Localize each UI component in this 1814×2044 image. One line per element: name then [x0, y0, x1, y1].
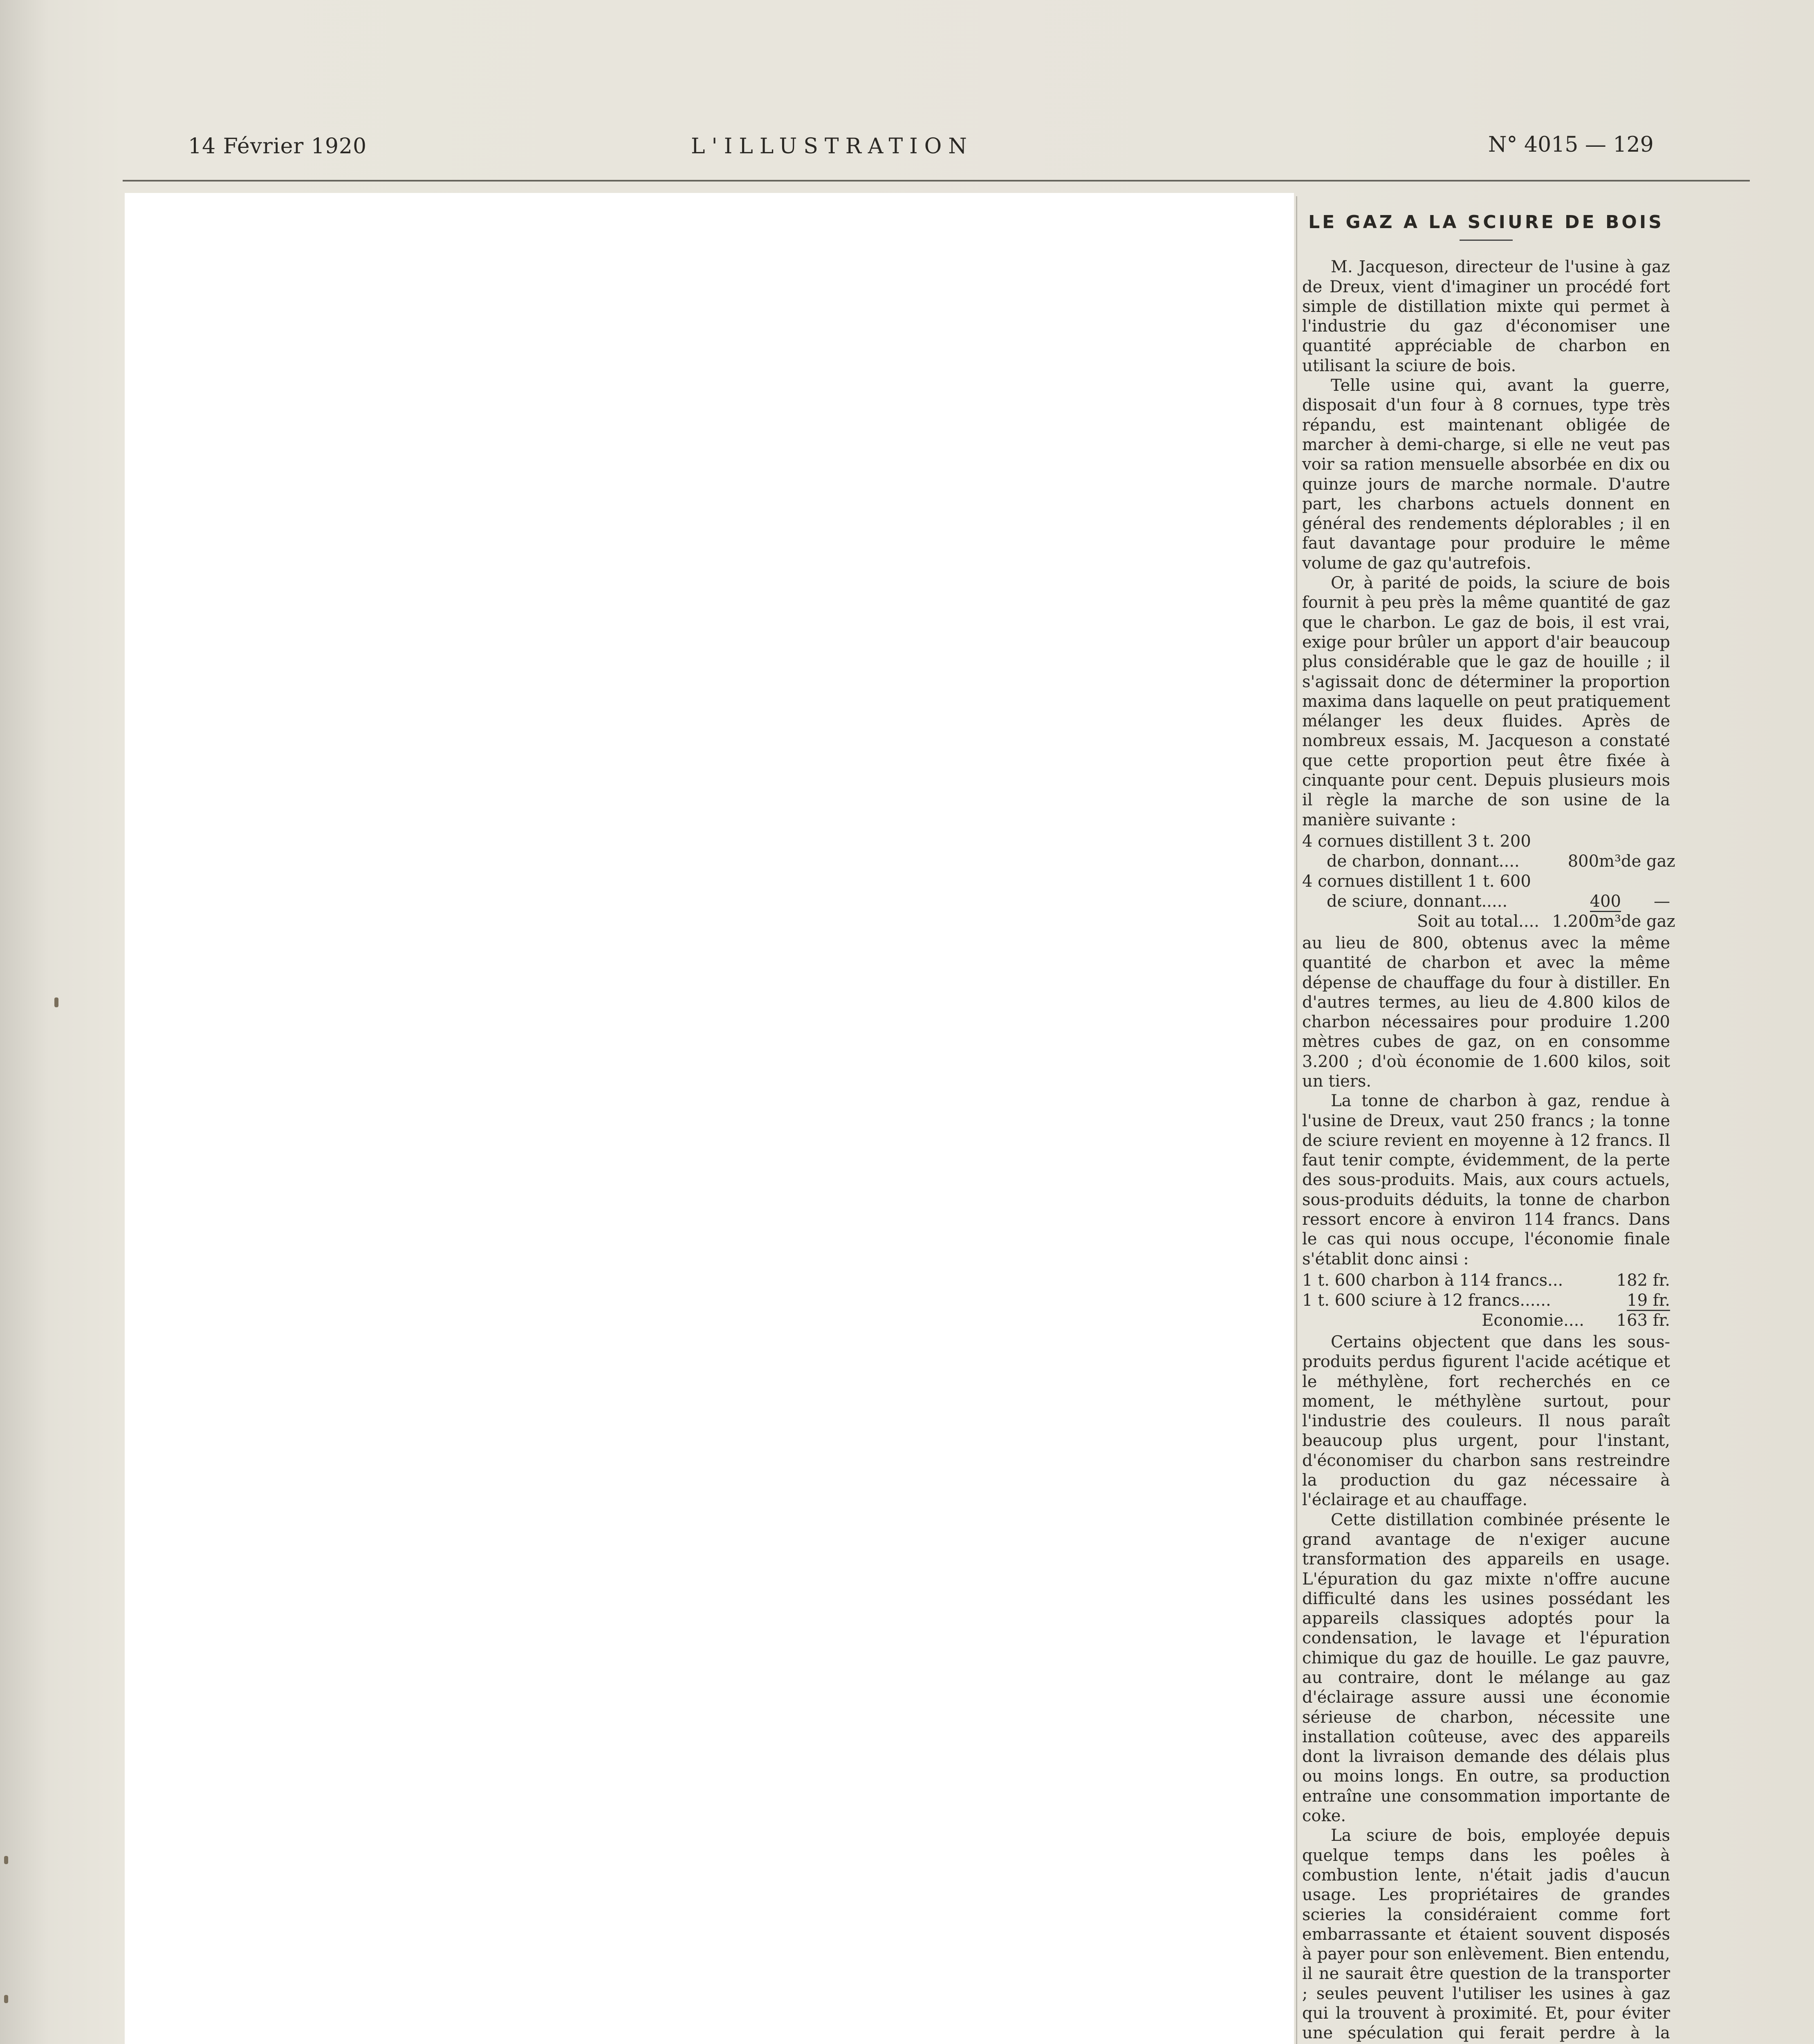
paragraph: Telle usine qui, avant la guerre, disposait d'un four à 8 cornues, type très répandu, est maintenant obligée de marcher à demi-charge, si elle ne veut pas voir sa ration mensuelle absorbée en dix ou quinze jours de marche normale. D'autre part, les charbons actuels donnent en général des rendements déplorables ; il en faut davantage pour produire le même volume de gaz qu'autrefois.: [1302, 376, 1670, 573]
paper-speck: [4, 1995, 8, 2003]
paragraph: Or, à parité de poids, la sciure de bois fournit à peu près la même quantité de gaz que le charbon. Le gaz de bois, il est vrai, exige pour brûler un apport d'air beaucoup plus considérable que le gaz de houille ; il s'agissait donc de déterminer la proportion maxima dans laquelle on peut pratiquement mélanger les deux fluides. Après de nombreux essais, M. Jacqueson a constaté que cette proportion peut être fixée à cinquante pour cent. Depuis plusieurs mois il règle la marche de son usine de la manière suivante :: [1302, 574, 1670, 829]
calc-total-row: Soit au total.... 1.200m³ de gaz: [1417, 912, 1675, 931]
paragraph: M. Jacqueson, directeur de l'usine à gaz de Dreux, vient d'imaginer un procédé fort simple de distillation mixte qui permet à l'industrie du gaz d'économiser une quantité appréciable de charbon en utilisant la sciure de bois.: [1302, 258, 1670, 375]
article-headline: LE GAZ A LA SCIURE DE BOIS: [1308, 212, 1664, 233]
paragraph: La tonne de charbon à gaz, rendue à l'usine de Dreux, vaut 250 francs ; la tonne de sciure revient en moyenne à 12 francs. Il faut tenir compte, évidemment, de la perte des sous-produits. Mais, aux cours actuels, sous-produits déduits, la tonne de charbon ressort encore à environ 114 francs. Dans le cas qui nous occupe, l'économie finale s'établit donc ainsi :: [1302, 1091, 1670, 1269]
column-divider: [1296, 196, 1297, 2044]
header-issue-number: N° 4015 — 129: [1488, 132, 1654, 157]
blank-image-area: [125, 193, 1294, 2044]
page-header: [0, 123, 1814, 176]
calc-row: de charbon, donnant.... 800m³ de gaz: [1327, 852, 1675, 871]
calc-total-row: Economie.... 163 fr.: [1482, 1311, 1670, 1330]
gas-calculation: [1302, 831, 1675, 932]
paragraph: au lieu de 800, obtenus avec la même quantité de charbon et avec la même dépense de chauffage du four à distiller. En d'autres termes, au lieu de 4.800 kilos de charbon nécessaires pour produire 1.200 mètres cubes de gaz, on en consomme 3.200 ; d'où économie de 1.600 kilos, soit un tiers.: [1302, 933, 1670, 1091]
headline-dash: [1460, 240, 1513, 241]
calc-row: 4 cornues distillent 1 t. 600: [1302, 872, 1531, 891]
paper-speck: [4, 1856, 8, 1864]
paragraph: Cette distillation combinée présente le grand avantage de n'exiger aucune transformation des appareils en usage. L'épuration du gaz mixte n'offre aucune difficulté dans les usines possédant les appareils classiques adoptés pour la condensation, le lavage et l'épuration chimique du gaz de houille. Le gaz pauvre, au contraire, dont le mélange au gaz d'éclairage assure aussi une économie sérieuse de charbon, nécessite une installation coûteuse, avec des appareils dont la livraison demande des délais plus ou moins longs. En outre, sa production entraîne une consommation importante de coke.: [1302, 1510, 1670, 1826]
header-rule: [123, 180, 1750, 182]
calc-row: 4 cornues distillent 3 t. 200: [1302, 831, 1531, 851]
cost-calculation: [1302, 1271, 1670, 1331]
article: [1302, 204, 1675, 2044]
header-publication: L'ILLUSTRATION: [691, 134, 973, 159]
paragraph: Certains objectent que dans les sous-produits perdus figurent l'acide acétique et le méthylène, fort recherchés en ce moment, le méthylène surtout, pour l'industrie des couleurs. Il nous paraît beaucoup plus urgent, pour l'instant, d'économiser du charbon sans restreindre la production du gaz nécessaire à l'éclairage et au chauffage.: [1302, 1332, 1670, 1510]
header-date: 14 Février 1920: [188, 134, 367, 159]
calc-row: de sciure, donnant..... 400 —: [1302, 892, 1670, 912]
paper-speck: [54, 997, 58, 1007]
calc-row: 1 t. 600 charbon à 114 francs... 182 fr.: [1302, 1271, 1670, 1290]
calc-row: 1 t. 600 sciure à 12 francs...... 19 fr.: [1302, 1291, 1670, 1311]
paragraph: La sciure de bois, employée depuis quelque temps dans les poêles à combustion lente, n'était jadis d'aucun usage. Les propriétaires de grandes scieries la considéraient comme fort embarrassante et étaient souvent disposés à payer pour son enlèvement. Bien entendu, il ne saurait être question de la transporter ; seules peuvent l'utiliser les usines à gaz qui la trouvent à proximité. Et, pour éviter une spéculation qui ferait perdre à la: [1302, 1826, 1670, 2043]
